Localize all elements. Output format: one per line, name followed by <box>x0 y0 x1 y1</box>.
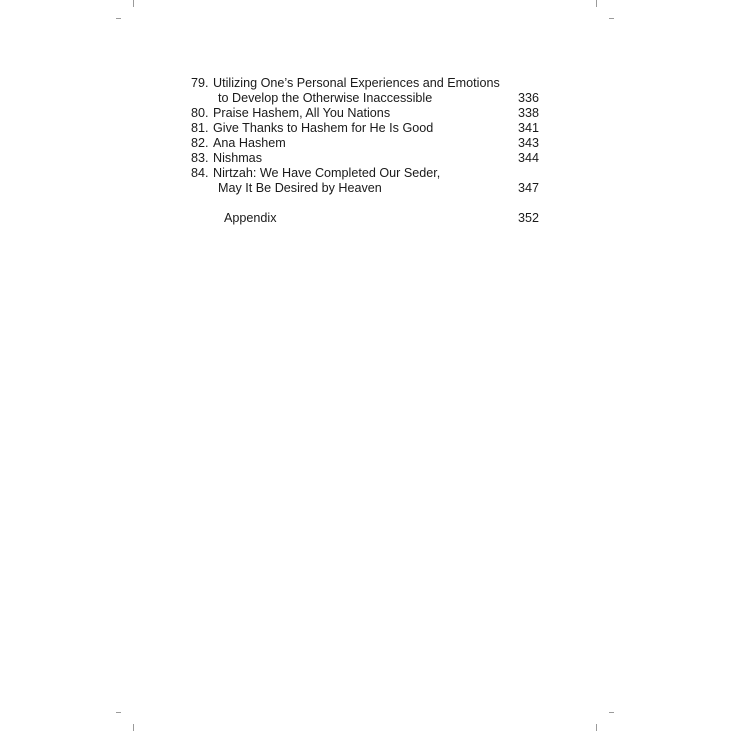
crop-mark-bottom-left-horizontal <box>116 712 121 713</box>
toc-spacer <box>191 196 539 211</box>
toc-entry-84 <box>191 166 539 181</box>
toc-entry-number: 83. <box>191 151 209 165</box>
toc-entry-80 <box>191 106 539 121</box>
toc-entry-title: Praise Hashem, All You Nations <box>213 106 391 120</box>
crop-mark-top-right-vertical <box>596 0 597 7</box>
toc-entry-number: 80. <box>191 106 209 120</box>
toc-entry-title: Nishmas <box>213 151 262 165</box>
crop-mark-bottom-right-horizontal <box>609 712 614 713</box>
toc-entry-title: Ana Hashem <box>213 136 286 150</box>
toc-entry-84-continued <box>191 181 539 196</box>
toc-entry-number: 82. <box>191 136 209 150</box>
crop-mark-top-left-horizontal <box>116 18 121 19</box>
toc-entry-82 <box>191 136 539 151</box>
crop-mark-bottom-left-vertical <box>133 724 134 731</box>
toc-entry-number: 81. <box>191 121 209 135</box>
toc-entry-page: 343 <box>517 136 539 150</box>
toc-entry-page: 338 <box>517 106 539 120</box>
toc-entry-79 <box>191 76 539 91</box>
toc-entry-81 <box>191 121 539 136</box>
crop-mark-top-left-vertical <box>133 0 134 7</box>
toc-entry-83 <box>191 151 539 166</box>
toc-entry-page: 336 <box>517 91 539 105</box>
crop-mark-top-right-horizontal <box>609 18 614 19</box>
crop-mark-bottom-right-vertical <box>596 724 597 731</box>
toc-entry-title: Give Thanks to Hashem for He Is Good <box>213 121 434 135</box>
toc-entry-number: 79. <box>191 76 209 90</box>
toc-entry-title: Utilizing One’s Personal Experiences and Emotions <box>213 76 500 90</box>
toc-entry-page: 347 <box>517 181 539 195</box>
toc-entry-79-continued <box>191 91 539 106</box>
toc-appendix-page: 352 <box>517 211 539 225</box>
toc-appendix-title: Appendix <box>224 211 277 225</box>
toc-entry-page: 344 <box>517 151 539 165</box>
toc-entry-title-continued: May It Be Desired by Heaven <box>218 181 382 195</box>
toc-entry-title-continued: to Develop the Otherwise Inaccessible <box>218 91 433 105</box>
toc-entry-page: 341 <box>517 121 539 135</box>
toc-entry-title: Nirtzah: We Have Completed Our Seder, <box>213 166 441 180</box>
table-of-contents <box>191 76 539 226</box>
toc-entry-appendix <box>191 211 539 226</box>
toc-entry-number: 84. <box>191 166 209 180</box>
